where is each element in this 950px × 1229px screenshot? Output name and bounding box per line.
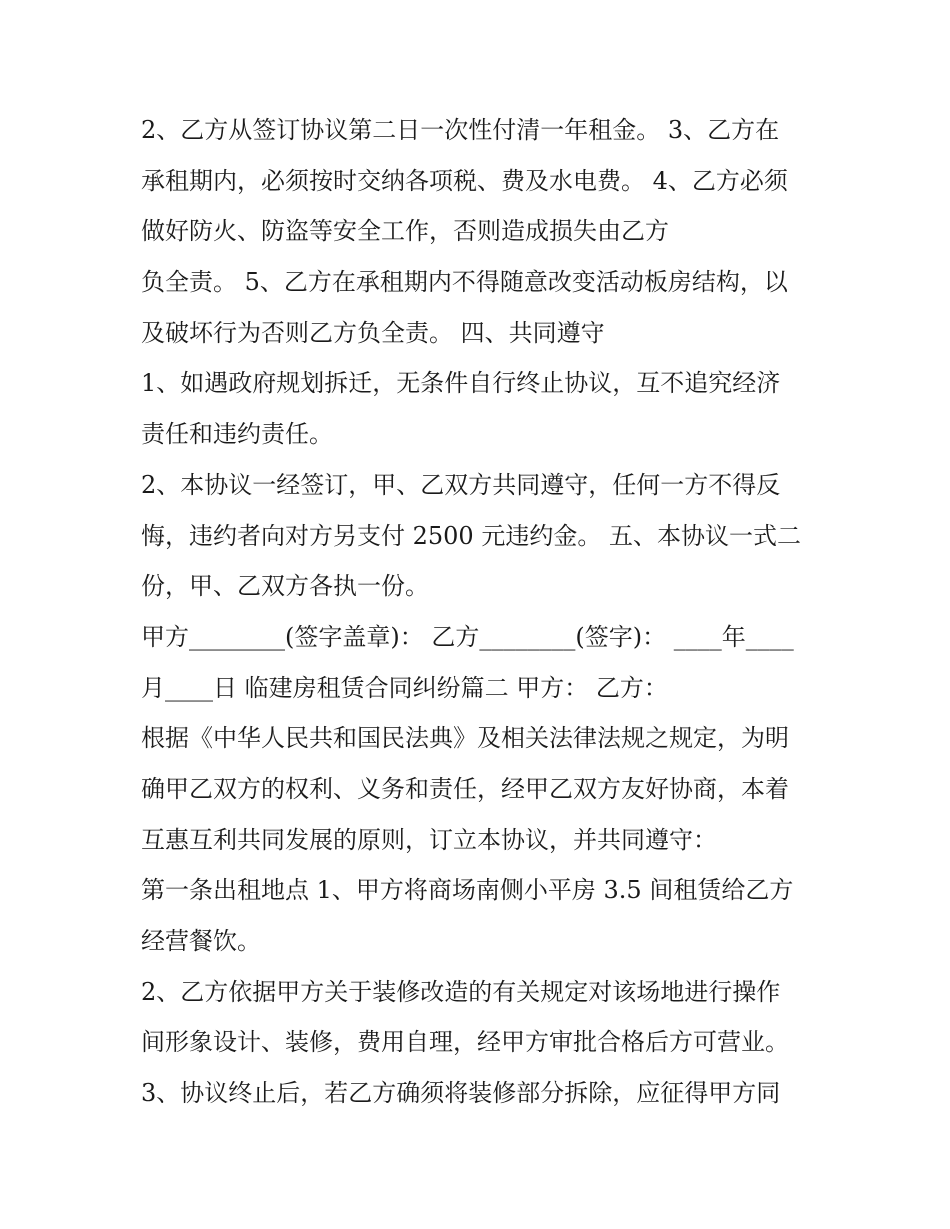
text-line: 互惠互利共同发展的原则，订立本协议，并共同遵守：: [141, 825, 717, 854]
text-line: 负全责。 5、乙方在承租期内不得随意改变活动板房结构，以: [141, 268, 788, 297]
text-line: 2、乙方依据甲方关于装修改造的有关规定对该场地进行操作: [141, 977, 781, 1006]
text-line: 1、如遇政府规划拆迁，无条件自行终止协议，互不追究经济: [141, 369, 781, 398]
signature-line: 甲方________(签字盖章)： 乙方________(签字)： ____年____: [141, 622, 794, 651]
text-line: 3、协议终止后，若乙方确须将装修部分拆除，应征得甲方同: [141, 1079, 781, 1108]
text-line: 责任和违约责任。: [141, 420, 333, 449]
text-line: 根据《中华人民共和国民法典》及相关法律法规之规定，为明: [141, 724, 789, 753]
text-line: 份，甲、乙双方各执一份。: [141, 572, 429, 601]
text-line: 间形象设计、装修，费用自理，经甲方审批合格后方可营业。: [141, 1028, 789, 1057]
text-line: 及破坏行为否则乙方负全责。 四、共同遵守: [141, 318, 605, 347]
text-line: 确甲乙双方的权利、义务和责任，经甲乙双方友好协商，本着: [141, 774, 789, 803]
text-line: 经营餐饮。: [141, 927, 261, 955]
text-line: 2、乙方从签订协议第二日一次性付清一年租金。 3、乙方在: [141, 116, 780, 144]
text-line: 第一条出租地点 1、甲方将商场南侧小平房 3.5 间租赁给乙方: [141, 876, 794, 905]
text-line: 做好防火、防盗等安全工作，否则造成损失由乙方: [141, 217, 669, 246]
text-line: 月____日 临建房租赁合同纠纷篇二 甲方： 乙方：: [141, 673, 668, 702]
text-line: 悔，违约者向对方另支付 2500 元违约金。 五、本协议一式二: [141, 521, 801, 550]
text-line: 承租期内，必须按时交纳各项税、费及水电费。 4、乙方必须: [141, 166, 788, 195]
text-line: 2、本协议一经签订，甲、乙双方共同遵守，任何一方不得反: [141, 470, 781, 499]
document-body: [141, 105, 821, 1119]
